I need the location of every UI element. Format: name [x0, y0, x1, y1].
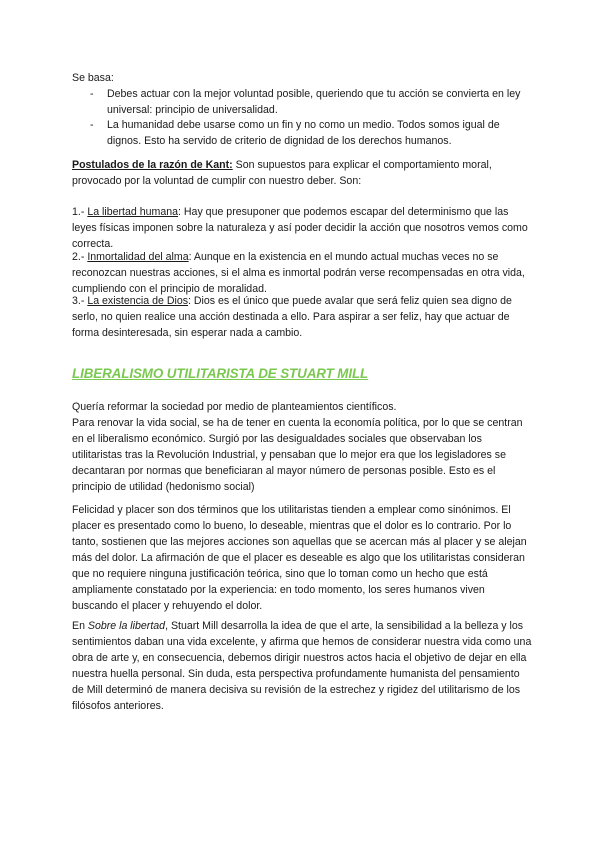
item-number: 3.-	[72, 295, 88, 307]
item-text: : Dios es el único que puede avalar que será feliz quien sea digno de serlo, no quien realice una acción destinada a ello. Para aspirar a ser feliz, hay que actuar de forma desinteresada, sin esperar nada a cambio.	[72, 295, 512, 339]
list-item	[72, 293, 532, 341]
postulados-text: Son supuestos para explicar el comportamiento moral, provocado por la voluntad de cumplir con nuestro deber. Son:	[72, 159, 492, 187]
book-title: Sobre la libertad	[87, 620, 166, 632]
list-item	[72, 249, 532, 297]
para3-post: , Stuart Mill desarrolla la idea de que el arte, la sensibilidad a la belleza y los sentimientos daban una vida excelente, y afirma que hemos de considerar nuestra vida como una obra de arte y, en consecuencia, debemos dirigir nuestros actos hacia el objetivo de dejar en ella nuestra huella personal. Sin duda, esta perspectiva profundamente humanista del pensamiento de Mill determinó de manera decisiva su revisión de la estrechez y rigidez del utilitarismo de los filósofos anteriores.	[72, 620, 532, 712]
paragraph-reform: Quería reformar la sociedad por medio de planteamientos científicos. Para renovar la vida social, se ha de tener en cuenta la economía política, por lo que se centran en el liberalismo económico. Surgió por las desigualdades sociales que observaban los utilitaristas tras la Revolución Industrial, y pensaban que lo mejor era que los legisladores se decantaran por normas que beneficiaran al mayor número de personas posible. Esto es el principio de utilidad (hedonismo social)	[72, 401, 523, 493]
bullet-item: La humanidad debe usarse como un fin y no como un medio. Todos somos igual de dignos. Esto ha servido de criterio de dignidad de los derechos humanos.	[107, 119, 500, 147]
intro-label: Se basa:	[72, 72, 114, 84]
bullet-item: Debes actuar con la mejor voluntad posible, queriendo que tu acción se convierta en ley universal: principio de universalidad.	[107, 88, 521, 116]
list-item	[72, 204, 532, 252]
item-number: 1.-	[72, 206, 88, 218]
item-text: : Aunque en la existencia en el mundo actual muchas veces no se reconozcan nuestras acciones, si el alma es inmortal podrán verse recompensadas en otra vida, cumpliendo con el principio de moralidad.	[72, 251, 525, 295]
section-heading: LIBERALISMO UTILITARISTA DE STUART MILL	[72, 366, 369, 381]
bullet-mark: -	[90, 119, 94, 131]
item-text: : Hay que presuponer que podemos escapar del determinismo que las leyes físicas imponen sobre la naturaleza y así poder decidir la acción que nosotros vemos como correcta.	[72, 206, 528, 250]
bullet-mark: -	[90, 88, 94, 100]
item-number: 2.-	[72, 251, 88, 263]
paragraph-libertad	[72, 618, 532, 714]
item-term: La existencia de Dios	[87, 295, 189, 307]
item-term: La libertad humana	[87, 206, 179, 218]
paragraph-felicidad: Felicidad y placer son dos términos que los utilitaristas tienden a emplear como sinónimos. El placer es presentado como lo bueno, lo deseable, mientras que el dolor es lo contrario. Por lo tanto, sostienen que las mejores acciones son aquellas que se acercan más al placer y se alejan más del dolor. La afirmación de que el placer es deseable es algo que los utilitaristas consideran que no requiere ninguna justificación teórica, sino que lo toman como un hecho que está ampliamente constatado por la experiencia: en todo momento, los seres humanos viven buscando el placer y rehuyendo el dolor.	[72, 504, 527, 612]
para3-pre: En	[72, 620, 88, 632]
postulados-paragraph	[72, 157, 532, 189]
item-term: Inmortalidad del alma	[87, 251, 189, 263]
postulados-title: Postulados de la razón de Kant:	[72, 159, 233, 171]
